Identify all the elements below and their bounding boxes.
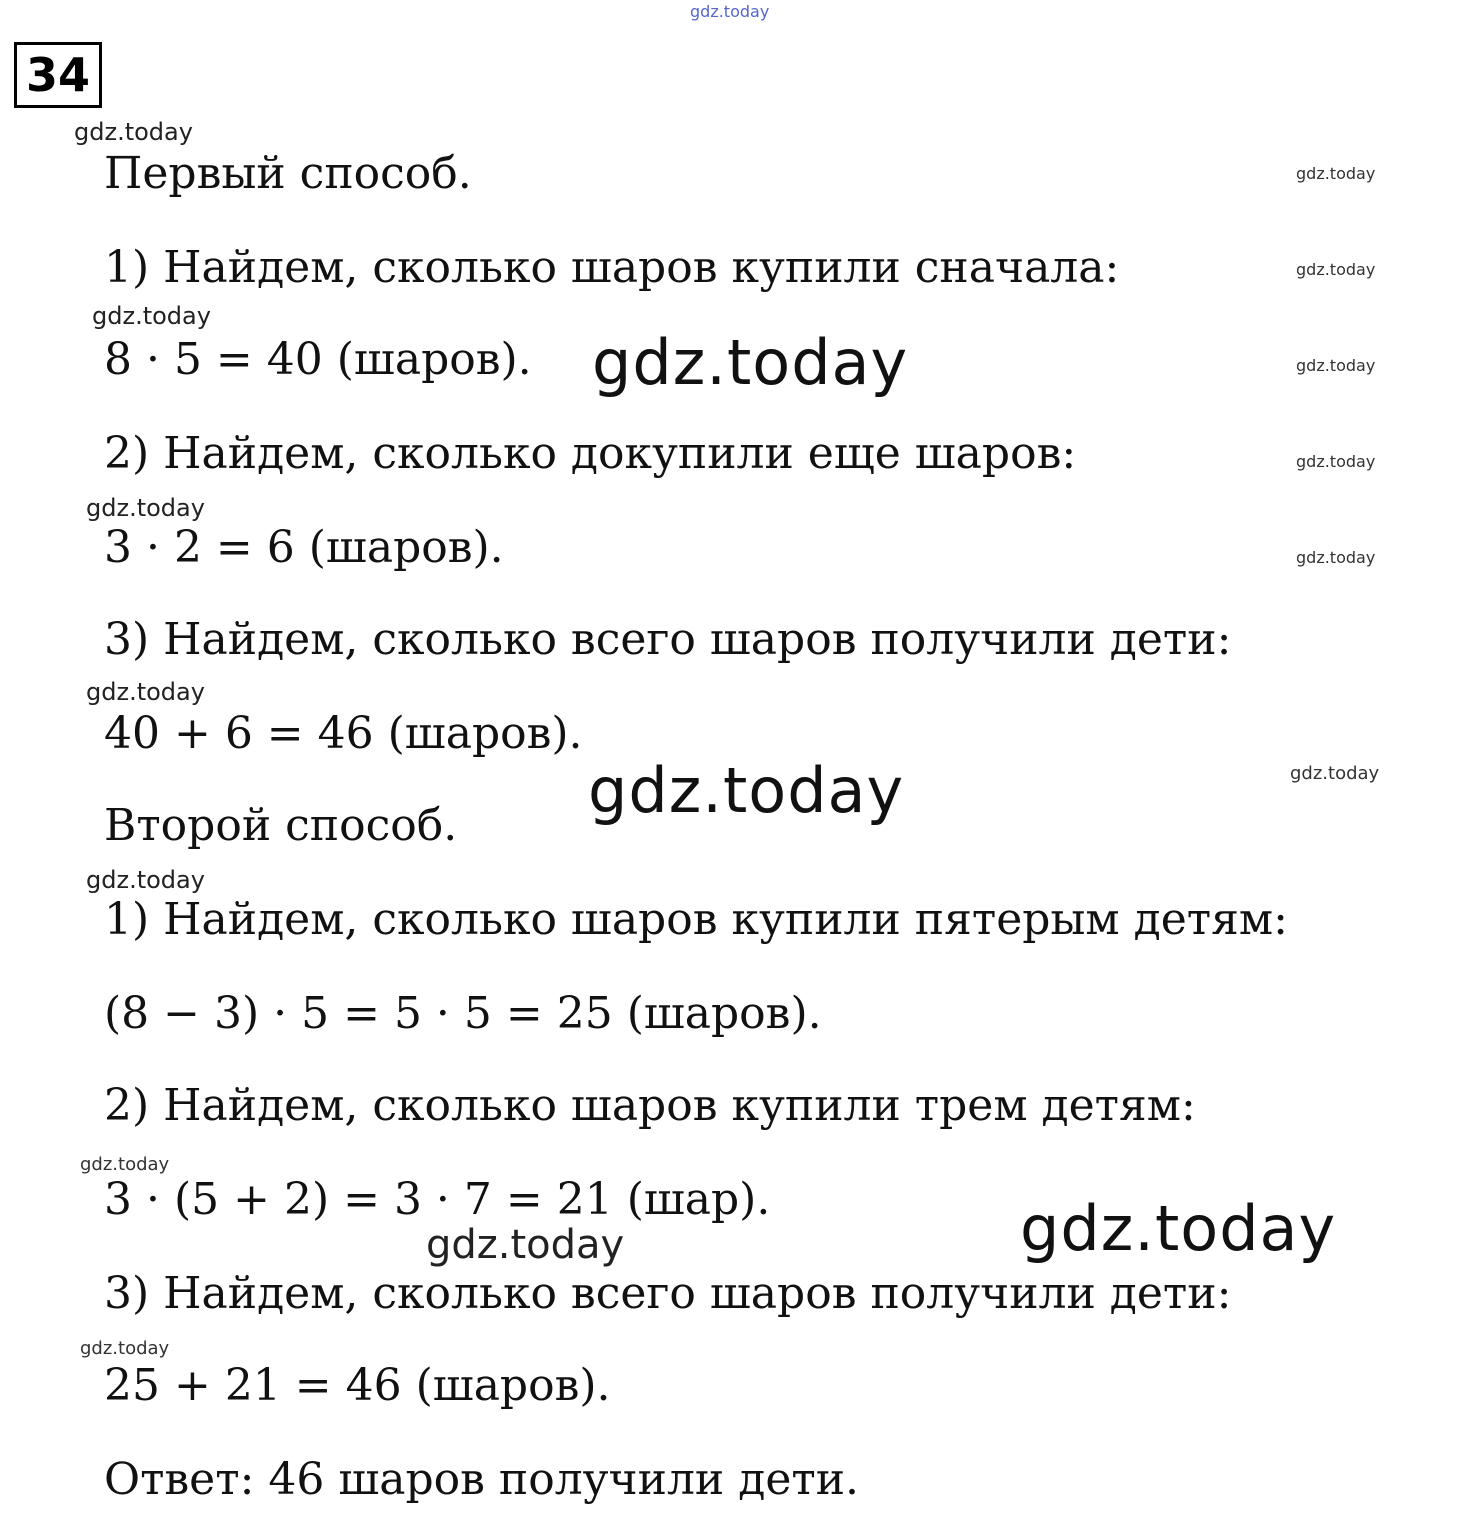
problem-number: 34 <box>14 42 102 108</box>
watermark: gdz.today <box>86 678 205 706</box>
step-text: 3) Найдем, сколько всего шаров получили дети: <box>104 614 1232 665</box>
step-text: 1) Найдем, сколько шаров купили сначала: <box>104 242 1120 293</box>
watermark: gdz.today <box>86 494 205 522</box>
watermark: gdz.today <box>1296 164 1376 183</box>
calculation: 8 · 5 = 40 (шаров). <box>104 334 532 385</box>
watermark-large: gdz.today <box>588 754 905 827</box>
calculation: 25 + 21 = 46 (шаров). <box>104 1360 611 1411</box>
watermark-top: gdz.today <box>690 2 770 21</box>
watermark: gdz.today <box>1296 260 1376 279</box>
step-text: 2) Найдем, сколько докупили еще шаров: <box>104 428 1077 479</box>
watermark: gdz.today <box>92 302 211 330</box>
watermark: gdz.today <box>86 866 205 894</box>
step-text: 1) Найдем, сколько шаров купили пятерым детям: <box>104 894 1288 945</box>
watermark: gdz.today <box>1296 356 1376 375</box>
calculation: 40 + 6 = 46 (шаров). <box>104 708 583 759</box>
calculation: 3 · 2 = 6 (шаров). <box>104 522 504 573</box>
answer-text: Ответ: 46 шаров получили дети. <box>104 1454 860 1505</box>
step-text: 3) Найдем, сколько всего шаров получили дети: <box>104 1268 1232 1319</box>
watermark: gdz.today <box>74 118 193 146</box>
step-text: 2) Найдем, сколько шаров купили трем детям: <box>104 1080 1196 1131</box>
watermark: gdz.today <box>426 1222 625 1268</box>
watermark: gdz.today <box>1296 548 1376 567</box>
watermark: gdz.today <box>1290 763 1380 784</box>
method-one-heading: Первый способ. <box>104 148 472 199</box>
watermark-large: gdz.today <box>1020 1192 1337 1265</box>
calculation: 3 · (5 + 2) = 3 · 7 = 21 (шар). <box>104 1174 771 1225</box>
watermark: gdz.today <box>80 1338 170 1359</box>
watermark: gdz.today <box>80 1154 170 1175</box>
calculation: (8 − 3) · 5 = 5 · 5 = 25 (шаров). <box>104 988 822 1039</box>
watermark-large: gdz.today <box>592 326 909 399</box>
watermark: gdz.today <box>1296 452 1376 471</box>
method-two-heading: Второй способ. <box>104 800 458 851</box>
